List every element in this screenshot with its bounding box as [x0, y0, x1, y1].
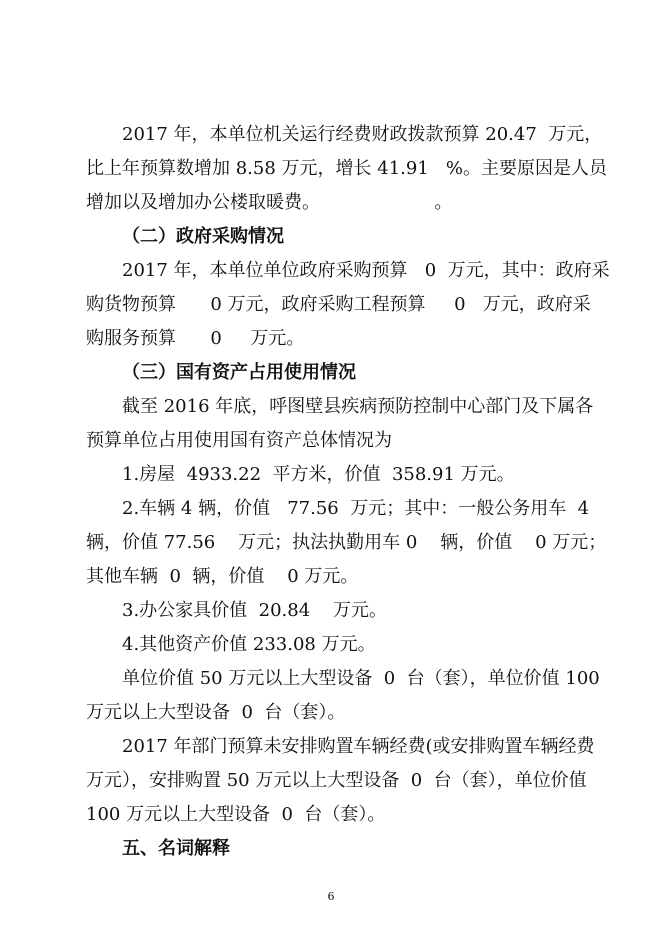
text-line: 100 万元以上大型设备 0 台（套）。	[86, 804, 386, 825]
text-line: 截至 2016 年底，呼图壁县疾病预防控制中心部门及下属各	[122, 396, 594, 417]
text-line: 万元以上大型设备 0 台（套）。	[86, 702, 346, 723]
text-line: 1.房屋 4933.22 平方米，价值 358.91 万元。	[122, 464, 515, 485]
text-line: 2017 年，本单位单位政府采购预算 0 万元，其中：政府采	[122, 260, 610, 281]
text-line: 万元），安排购置 50 万元以上大型设备 0 台（套），单位价值	[86, 770, 587, 791]
page-number: 6	[327, 890, 335, 903]
text-line: 比上年预算数增加 8.58 万元，增长 41.91 %。主要原因是人员	[86, 158, 608, 179]
text-line: 其他车辆 0 辆，价值 0 万元。	[86, 566, 359, 587]
section-heading: （三）国有资产占用使用情况	[122, 362, 356, 383]
text-line: 3.办公家具价值 20.84 万元。	[122, 600, 388, 621]
text-line: 预算单位占用使用国有资产总体情况为	[86, 430, 392, 451]
text-line: 增加以及增加办公楼取暖费。 。	[86, 192, 453, 213]
text-line: 购服务预算 0 万元。	[86, 328, 305, 349]
text-line: 2.车辆 4 辆，价值 77.56 万元；其中：一般公务用车 4	[122, 498, 590, 519]
text-line: 2017 年部门预算未安排购置车辆经费(或安排购置车辆经费	[122, 736, 595, 757]
section-heading: 五、名词解释	[122, 838, 230, 859]
text-line: 2017 年，本单位机关运行经费财政拨款预算 20.47 万元，	[122, 124, 603, 145]
text-line: 辆，价值 77.56 万元；执法执勤用车 0 辆，价值 0 万元；	[86, 532, 607, 553]
section-heading: （二）政府采购情况	[122, 226, 284, 247]
text-line: 购货物预算 0 万元，政府采购工程预算 0 万元，政府采	[86, 294, 591, 315]
text-line: 4.其他资产价值 233.08 万元。	[122, 634, 376, 655]
text-line: 单位价值 50 万元以上大型设备 0 台（套），单位价值 100	[122, 668, 600, 689]
